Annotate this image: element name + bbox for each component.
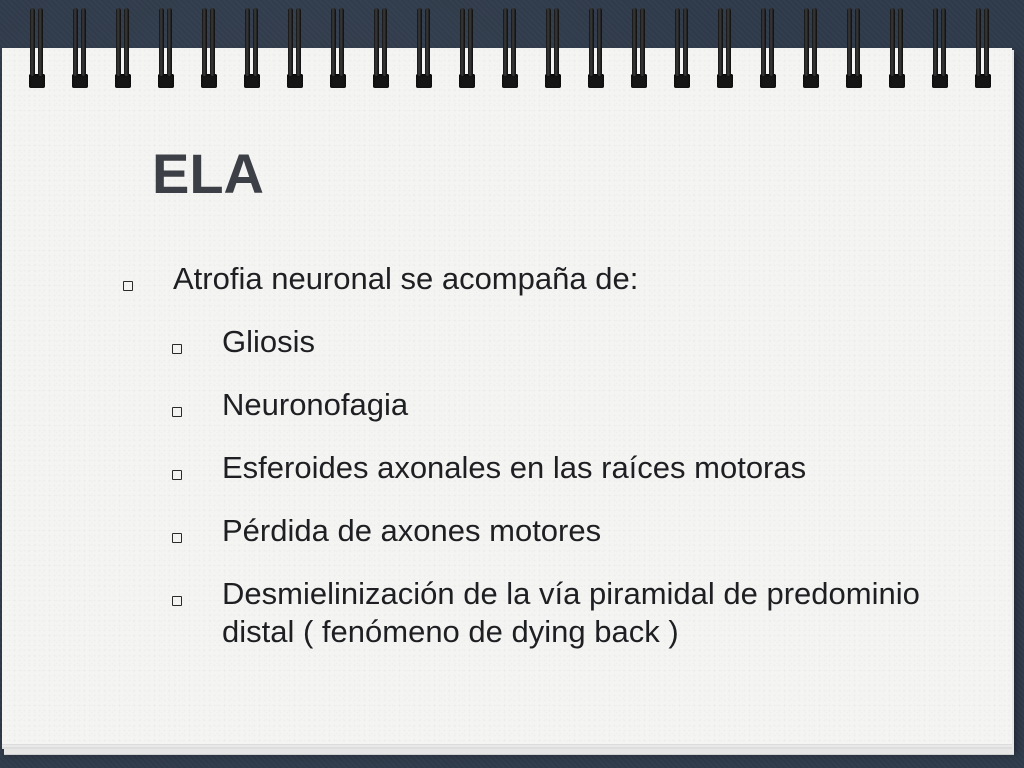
sub-bullet-item [120,386,940,424]
spiral-ring-icon [889,8,905,88]
spiral-ring-icon [803,8,819,88]
spiral-ring-icon [502,8,518,88]
sub-bullet-item [120,449,940,487]
sub-bullet-text: Desmielinización de la vía piramidal de predominio distal ( fenómeno de dying back ) [222,576,920,649]
spiral-ring-icon [72,8,88,88]
spiral-ring-icon [717,8,733,88]
sub-bullet-item [120,323,940,361]
bullet-text: Atrofia neuronal se acompaña de: [173,261,639,296]
spiral-ring-icon [158,8,174,88]
spiral-ring-icon [545,8,561,88]
hollow-square-bullet-icon [172,533,182,543]
spiral-ring-icon [416,8,432,88]
slide-title: ELA [152,142,264,205]
sub-bullet-text: Esferoides axonales en las raíces motoras [222,450,807,485]
spiral-ring-icon [459,8,475,88]
sub-bullet-item [120,512,940,550]
spiral-ring-icon [287,8,303,88]
spiral-ring-icon [631,8,647,88]
bullet-item [120,260,940,298]
spiral-ring-icon [201,8,217,88]
bullet-list [120,260,940,676]
spiral-ring-icon [588,8,604,88]
spiral-ring-icon [760,8,776,88]
spiral-ring-icon [115,8,131,88]
sub-bullet-text: Pérdida de axones motores [222,513,602,548]
spiral-ring-icon [932,8,948,88]
hollow-square-bullet-icon [123,281,133,291]
spiral-ring-icon [29,8,45,88]
spiral-ring-icon [244,8,260,88]
spiral-ring-icon [373,8,389,88]
sub-bullet-text: Gliosis [222,324,316,359]
hollow-square-bullet-icon [172,407,182,417]
sub-bullet-text: Neuronofagia [222,387,409,422]
hollow-square-bullet-icon [172,596,182,606]
hollow-square-bullet-icon [172,470,182,480]
spiral-binding [0,0,1024,96]
spiral-ring-icon [846,8,862,88]
spiral-ring-icon [330,8,346,88]
spiral-ring-icon [674,8,690,88]
hollow-square-bullet-icon [172,344,182,354]
spiral-ring-icon [975,8,991,88]
sub-bullet-item [120,575,940,651]
